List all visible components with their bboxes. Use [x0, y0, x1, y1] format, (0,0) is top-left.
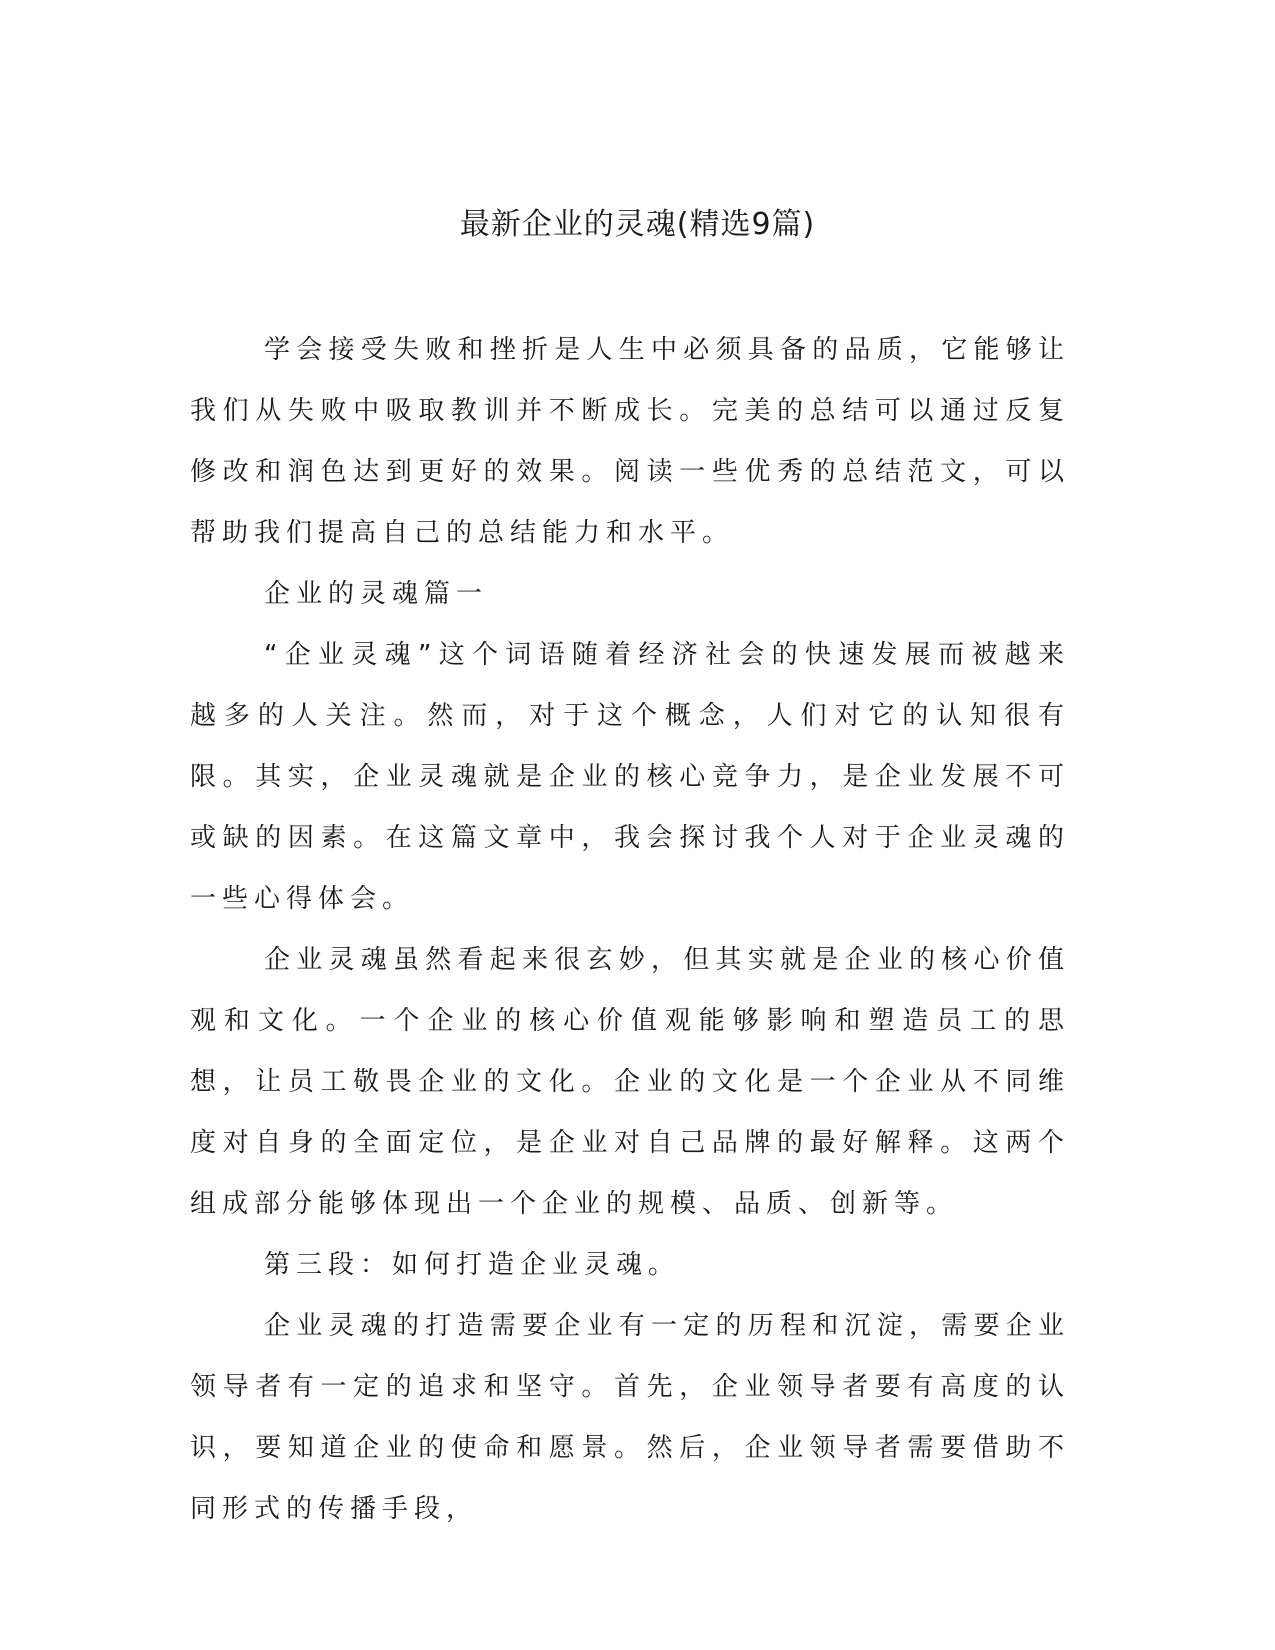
document-title: 最新企业的灵魂(精选9篇)	[459, 207, 816, 242]
intro-paragraph: 学会接受失败和挫折是人生中必须具备的品质，它能够让我们从失败中吸取教训并不断成长。完美的总结可以通过反复修改和润色达到更好的效果。阅读一些优秀的总结范文，可以帮助我们提高自己的总结能力和水平。	[190, 335, 1070, 548]
body-paragraph: “企业灵魂”这个词语随着经济社会的快速发展而被越来越多的人关注。然而，对于这个概念，人们对它的认知很有限。其实，企业灵魂就是企业的核心竞争力，是企业发展不可或缺的因素。在这篇文章中，我会探讨我个人对于企业灵魂的一些心得体会。	[190, 640, 1070, 914]
body-paragraph: 企业灵魂的打造需要企业有一定的历程和沉淀，需要企业领导者有一定的追求和坚守。首先，企业领导者要有高度的认识，要知道企业的使命和愿景。然后，企业领导者需要借助不同形式的传播手段，	[190, 1311, 1070, 1524]
body-paragraph: 企业灵魂虽然看起来很玄妙，但其实就是企业的核心价值观和文化。一个企业的核心价值观能够影响和塑造员工的思想，让员工敬畏企业的文化。企业的文化是一个企业从不同维度对自身的全面定位，是企业对自己品牌的最好解释。这两个组成部分能够体现出一个企业的规模、品质、创新等。	[190, 945, 1070, 1219]
document-body	[190, 320, 1070, 1540]
section-heading: 企业的灵魂篇一	[264, 579, 489, 609]
section-heading: 第三段：如何打造企业灵魂。	[264, 1250, 681, 1280]
